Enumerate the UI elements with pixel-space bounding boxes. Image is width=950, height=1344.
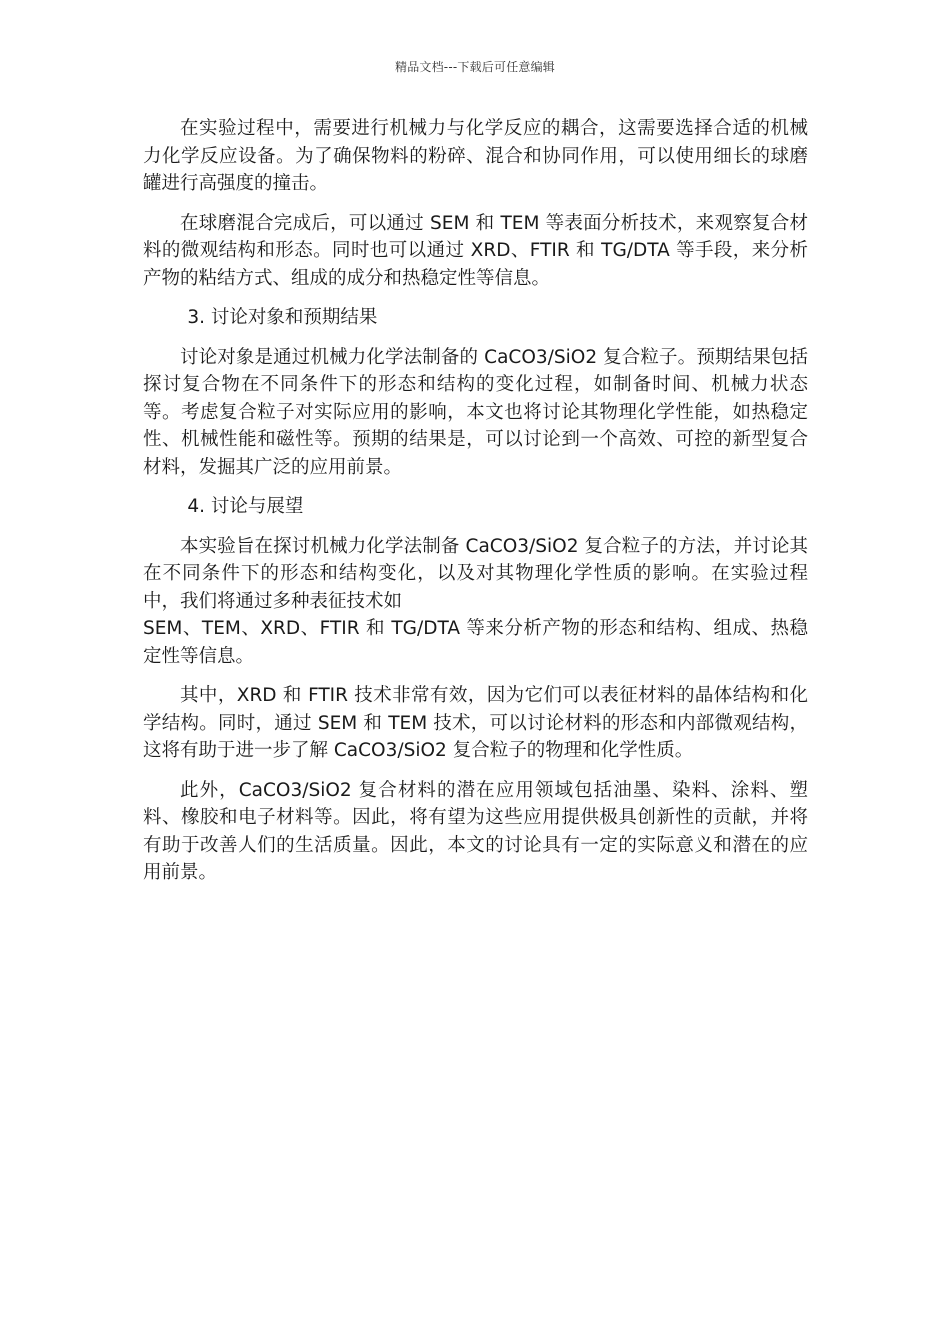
paragraph-expected-results: 讨论对象是通过机械力化学法制备的 CaCO3/SiO2 复合粒子。预期结果包括探讨复合物在不同条件下的形态和结构的变化过程，如制备时间、机械力状态等。考虑复合粒子对实际应用的影响，本文也将讨论其物理化学性能，如热稳定性、机械性能和磁性等。预期的结果是，可以讨论到一个高效、可控的新型复合材料，发掘其广泛的应用前景。 xyxy=(143,346,808,478)
paragraph-discussion-part2: SEM、TEM、XRD、FTIR 和 TG/DTA 等来分析产物的形态和结构、组成、热稳定性等信息。 xyxy=(143,618,808,667)
page-header: 精品文档---下载后可任意编辑 xyxy=(395,60,555,74)
paragraph-applications: 此外，CaCO3/SiO2 复合材料的潜在应用领域包括油墨、染料、涂料、塑料、橡胶和电子材料等。因此，将有望为这些应用提供极具创新性的贡献，并将有助于改善人们的生活质量。因此，本文的讨论具有一定的实际意义和潜在的应用前景。 xyxy=(143,779,808,883)
paragraph-analysis-methods: 在球磨混合完成后，可以通过 SEM 和 TEM 等表面分析技术，来观察复合材料的微观结构和形态。同时也可以通过 XRD、FTIR 和 TG/DTA 等手段，来分析产物的粘结方式、组成的成分和热稳定性等信息。 xyxy=(143,212,808,289)
paragraph-experiment-process: 在实验过程中，需要进行机械力与化学反应的耦合，这需要选择合适的机械力化学反应设备。为了确保物料的粉碎、混合和协同作用，可以使用细长的球磨罐进行高强度的撞击。 xyxy=(143,118,808,194)
paragraph-discussion xyxy=(143,533,808,671)
document-body xyxy=(143,115,808,899)
paragraph-techniques: 其中，XRD 和 FTIR 技术非常有效，因为它们可以表征材料的晶体结构和化学结构。同时，通过 SEM 和 TEM 技术，可以讨论材料的形态和内部微观结构，这将有助于进一步了解 CaCO3/SiO2 复合粒子的物理和化学性质。 xyxy=(143,685,808,761)
section-heading-4: 4. 讨论与展望 xyxy=(187,496,304,517)
paragraph-discussion-part1: 本实验旨在探讨机械力化学法制备 CaCO3/SiO2 复合粒子的方法，并讨论其在不同条件下的形态和结构变化，以及对其物理化学性质的影响。在实验过程中，我们将通过多种表征技术如 xyxy=(143,535,808,612)
section-heading-3: 3. 讨论对象和预期结果 xyxy=(187,307,378,328)
